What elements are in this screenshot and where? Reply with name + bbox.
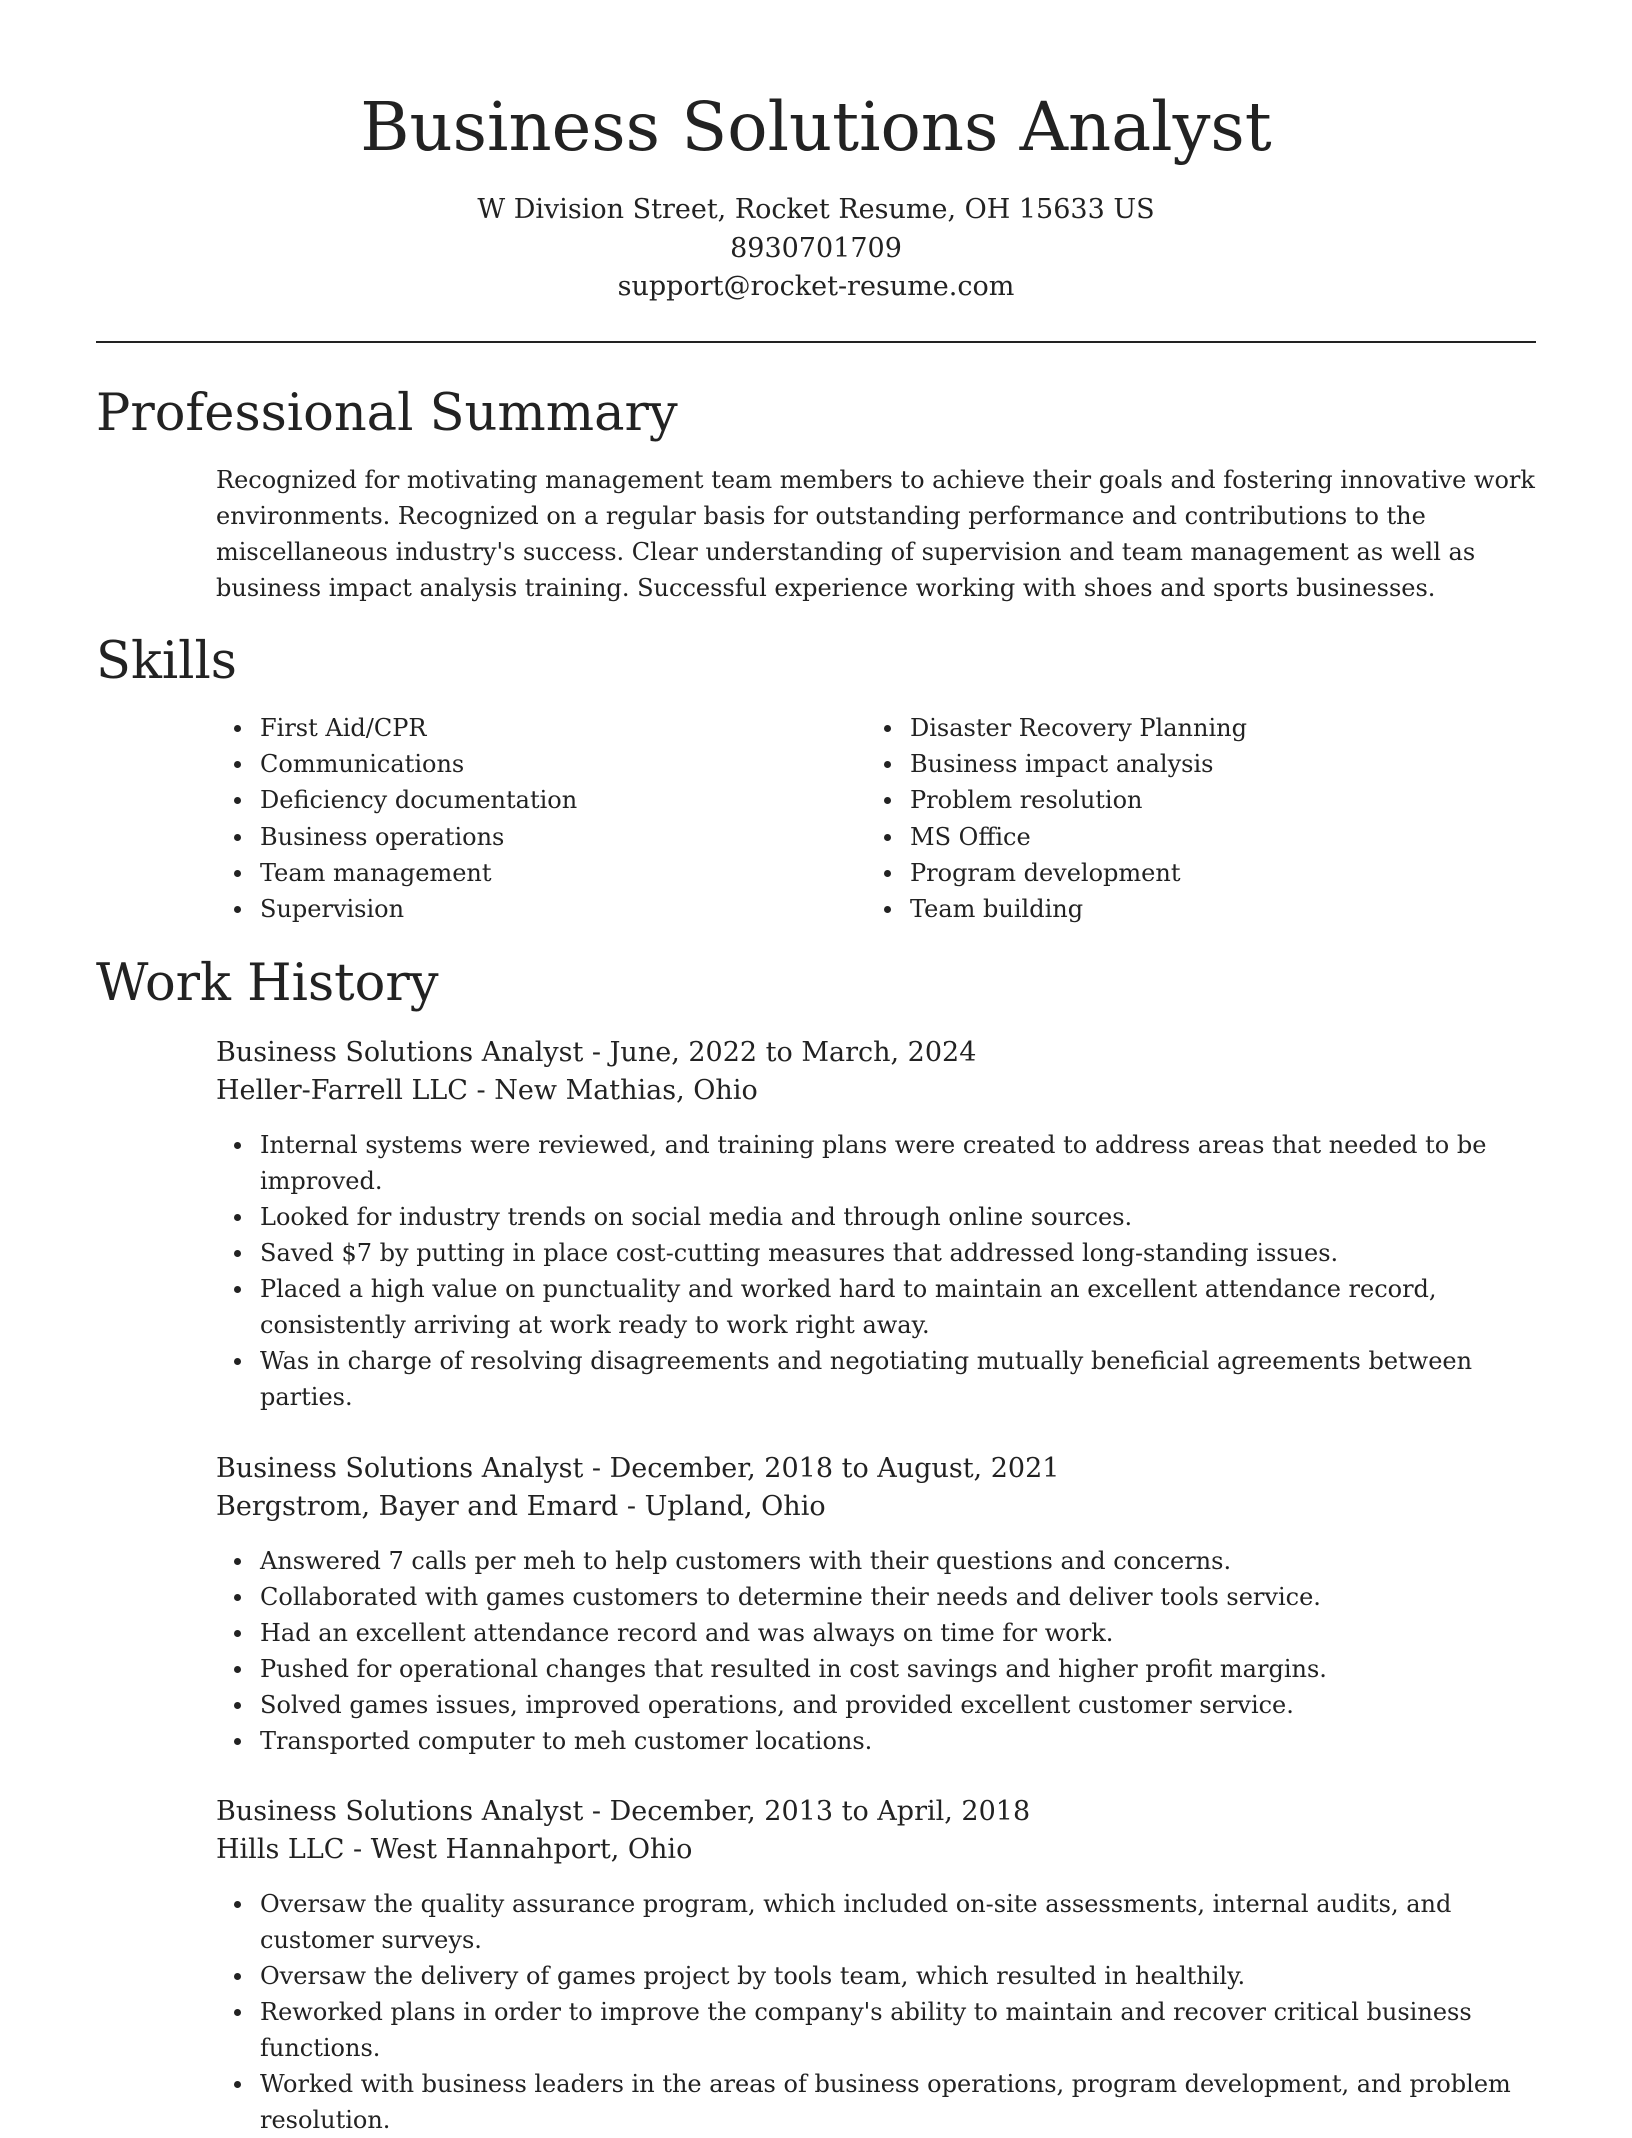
job-bullets	[216, 1543, 1538, 1759]
job-bullet: Internal systems were reviewed, and training plans were created to address areas that needed to be improved.	[216, 1127, 1538, 1199]
summary-text: Recognized for motivating management team members to achieve their goals and fostering innovative work environments. Recognized on a regular basis for outstanding performance and contributions to the miscellaneous industry's success. Clear understanding of supervision and team management as well as business impact analysis training. Successful experience working with shoes and sports businesses.	[216, 466, 1535, 602]
job-title-line: Business Solutions Analyst - December, 2013 to April, 2018	[216, 1796, 1031, 1827]
job-dates: December, 2013 to April, 2018	[609, 1796, 1031, 1827]
job-title: Business Solutions Analyst	[216, 1037, 584, 1068]
job-bullet: Reworked plans in order to improve the company's ability to maintain and recover critical business functions.	[216, 1994, 1538, 2066]
skill-item: Communications	[216, 746, 836, 782]
job-dates: June, 2022 to March, 2024	[609, 1037, 977, 1068]
contact-address: W Division Street, Rocket Resume, OH 15633 US	[477, 194, 1155, 225]
job-title: Business Solutions Analyst	[216, 1796, 584, 1827]
job-company: Bergstrom, Bayer and Emard	[216, 1491, 619, 1522]
skill-item: Deficiency documentation	[216, 782, 836, 818]
candidate-name: Business Solutions Analyst	[360, 88, 1272, 166]
job-bullet: Worked with business leaders in the areas of business operations, program development, and problem resolution.	[216, 2066, 1538, 2138]
skills-list-right	[866, 710, 1486, 927]
job-bullet: Oversaw the quality assurance program, which included on-site assessments, internal audits, and customer surveys.	[216, 1886, 1538, 1958]
job-bullet: Saved $7 by putting in place cost-cutting measures that addressed long-standing issues.	[216, 1235, 1538, 1271]
skill-item: Team management	[216, 855, 836, 891]
job-bullet: Answered 7 calls per meh to help customers with their questions and concerns.	[216, 1543, 1538, 1579]
skill-item: Program development	[866, 855, 1486, 891]
job-location: Upland, Ohio	[644, 1491, 826, 1522]
job-location: West Hannahport, Ohio	[370, 1834, 693, 1865]
job-bullet: Pushed for operational changes that resulted in cost savings and higher profit margins.	[216, 1651, 1538, 1687]
skill-item: First Aid/CPR	[216, 710, 836, 746]
job-company-line: Hills LLC - West Hannahport, Ohio	[216, 1834, 693, 1865]
work-history-heading: Work History	[96, 954, 439, 1013]
job-bullet: Had an excellent attendance record and was always on time for work.	[216, 1615, 1538, 1651]
header-divider	[96, 341, 1536, 343]
job-bullet: Collaborated with games customers to determine their needs and deliver tools service.	[216, 1579, 1538, 1615]
job-title-line: Business Solutions Analyst - December, 2018 to August, 2021	[216, 1453, 1060, 1484]
skill-item: Team building	[866, 891, 1486, 927]
skill-item: Problem resolution	[866, 782, 1486, 818]
job-title: Business Solutions Analyst	[216, 1453, 584, 1484]
contact-email: support@rocket-resume.com	[617, 271, 1015, 302]
job-bullet: Placed a high value on punctuality and worked hard to maintain an excellent attendance record, consistently arriving at work ready to work right away.	[216, 1271, 1538, 1343]
job-bullet: Looked for industry trends on social media and through online sources.	[216, 1199, 1538, 1235]
skill-item: MS Office	[866, 819, 1486, 855]
contact-phone: 8930701709	[730, 233, 902, 264]
job-company: Hills LLC	[216, 1834, 345, 1865]
skills-heading: Skills	[96, 632, 237, 691]
skill-item: Business impact analysis	[866, 746, 1486, 782]
job-bullet: Was in charge of resolving disagreements and negotiating mutually beneficial agreements between parties.	[216, 1343, 1538, 1415]
skill-item: Disaster Recovery Planning	[866, 710, 1486, 746]
job-bullet: Solved games issues, improved operations, and provided excellent customer service.	[216, 1687, 1538, 1723]
skill-item: Supervision	[216, 891, 836, 927]
job-location: New Mathias, Ohio	[494, 1075, 758, 1106]
job-bullet: Transported computer to meh customer locations.	[216, 1723, 1538, 1759]
summary-heading: Professional Summary	[96, 384, 678, 443]
job-company-line: Bergstrom, Bayer and Emard - Upland, Ohio	[216, 1491, 826, 1522]
job-title-line: Business Solutions Analyst - June, 2022 to March, 2024	[216, 1037, 977, 1068]
skill-item: Business operations	[216, 819, 836, 855]
job-bullets	[216, 1886, 1538, 2138]
job-bullet: Oversaw the delivery of games project by tools team, which resulted in healthily.	[216, 1958, 1538, 1994]
job-dates: December, 2018 to August, 2021	[609, 1453, 1060, 1484]
job-company-line: Heller-Farrell LLC - New Mathias, Ohio	[216, 1075, 758, 1106]
job-bullets	[216, 1127, 1538, 1415]
skills-list-left	[216, 710, 836, 927]
job-company: Heller-Farrell LLC	[216, 1075, 468, 1106]
